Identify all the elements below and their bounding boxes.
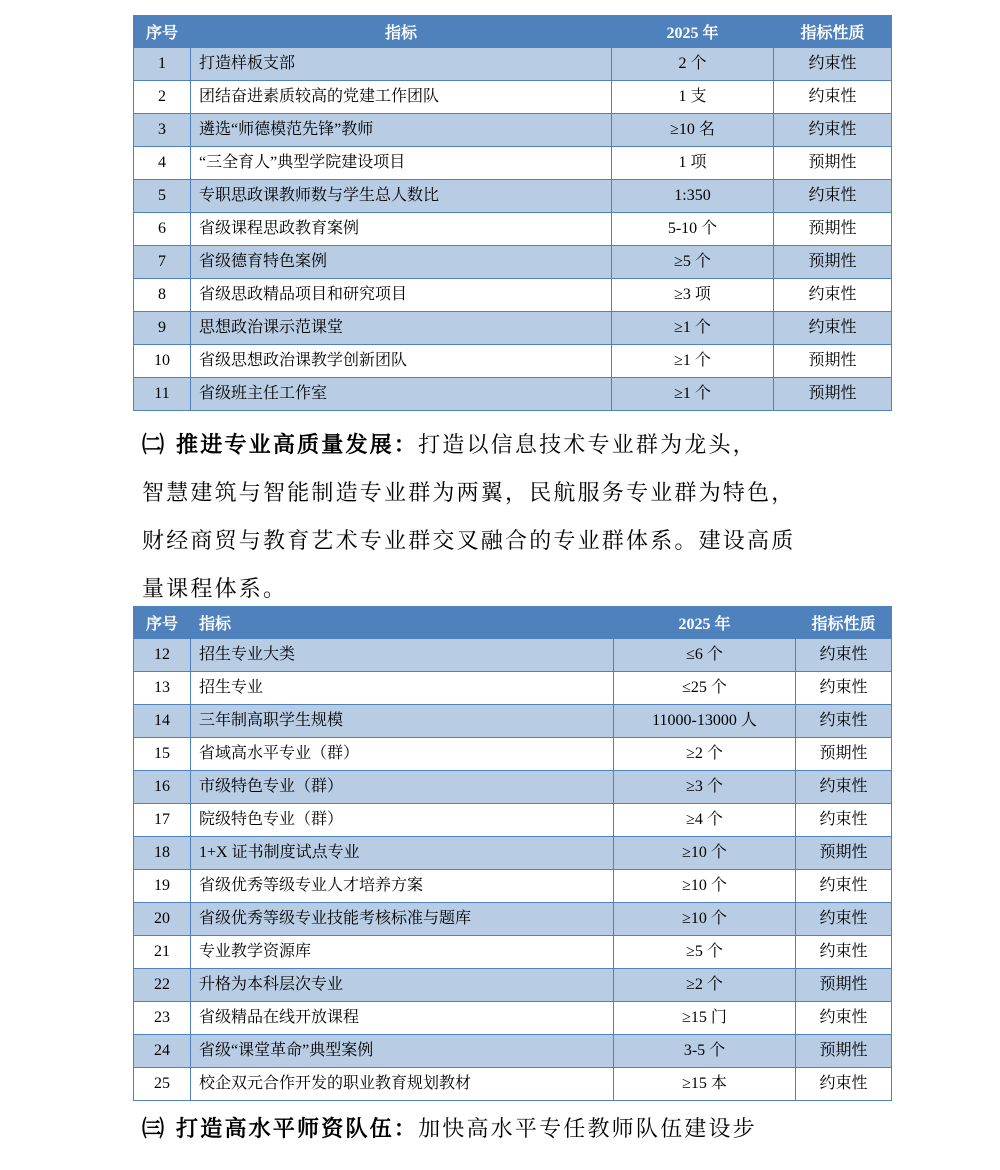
cell-indicator: 省级优秀等级专业技能考核标准与题库 xyxy=(191,903,614,936)
cell-serial: 24 xyxy=(134,1035,191,1068)
cell-nature: 约束性 xyxy=(796,705,892,738)
cell-year: ≥2 个 xyxy=(614,969,796,1002)
header-nature: 指标性质 xyxy=(774,16,892,48)
cell-serial: 18 xyxy=(134,837,191,870)
cell-year: ≥3 个 xyxy=(614,771,796,804)
cell-nature: 约束性 xyxy=(796,1002,892,1035)
cell-year: ≥10 名 xyxy=(612,114,774,147)
indicator-table-2 xyxy=(133,606,892,1101)
cell-year: ≤6 个 xyxy=(614,639,796,672)
table-row xyxy=(134,48,892,81)
table-row xyxy=(134,1035,892,1068)
table-row xyxy=(134,180,892,213)
section-2-line-4: 量课程体系。 xyxy=(142,577,288,602)
section-2-heading: ㈡ 推进专业高质量发展： xyxy=(142,433,419,458)
cell-serial: 6 xyxy=(134,213,191,246)
table-row xyxy=(134,837,892,870)
table-row xyxy=(134,870,892,903)
cell-indicator: 省级德育特色案例 xyxy=(191,246,612,279)
cell-indicator: 省级思想政治课教学创新团队 xyxy=(191,345,612,378)
cell-nature: 预期性 xyxy=(796,837,892,870)
table-row xyxy=(134,738,892,771)
table-row xyxy=(134,279,892,312)
cell-nature: 约束性 xyxy=(774,279,892,312)
cell-indicator: 思想政治课示范课堂 xyxy=(191,312,612,345)
header-serial: 序号 xyxy=(134,607,191,639)
section-2-line-3: 财经商贸与教育艺术专业群交叉融合的专业群体系。建设高质 xyxy=(142,529,796,554)
cell-serial: 17 xyxy=(134,804,191,837)
table-row xyxy=(134,804,892,837)
section-2-line-2: 智慧建筑与智能制造专业群为两翼，民航服务专业群为特色， xyxy=(142,481,796,506)
cell-year: 3-5 个 xyxy=(614,1035,796,1068)
cell-serial: 7 xyxy=(134,246,191,279)
header-serial: 序号 xyxy=(134,16,191,48)
cell-serial: 1 xyxy=(134,48,191,81)
cell-indicator: 省级课程思政教育案例 xyxy=(191,213,612,246)
cell-year: ≥4 个 xyxy=(614,804,796,837)
cell-serial: 16 xyxy=(134,771,191,804)
cell-year: ≥2 个 xyxy=(614,738,796,771)
table-row xyxy=(134,312,892,345)
cell-nature: 约束性 xyxy=(774,312,892,345)
table-row xyxy=(134,969,892,1002)
cell-serial: 22 xyxy=(134,969,191,1002)
cell-indicator: 省级思政精品项目和研究项目 xyxy=(191,279,612,312)
cell-indicator: 专业教学资源库 xyxy=(191,936,614,969)
cell-serial: 19 xyxy=(134,870,191,903)
cell-year: 1:350 xyxy=(612,180,774,213)
cell-nature: 约束性 xyxy=(796,903,892,936)
cell-serial: 23 xyxy=(134,1002,191,1035)
cell-serial: 8 xyxy=(134,279,191,312)
cell-nature: 预期性 xyxy=(774,378,892,411)
table-row xyxy=(134,81,892,114)
cell-nature: 约束性 xyxy=(796,639,892,672)
cell-indicator: 院级特色专业（群） xyxy=(191,804,614,837)
cell-nature: 约束性 xyxy=(774,180,892,213)
cell-nature: 预期性 xyxy=(774,345,892,378)
cell-indicator: 省级班主任工作室 xyxy=(191,378,612,411)
table-row xyxy=(134,378,892,411)
cell-serial: 12 xyxy=(134,639,191,672)
cell-year: ≥1 个 xyxy=(612,345,774,378)
cell-serial: 2 xyxy=(134,81,191,114)
table-row xyxy=(134,114,892,147)
table-row xyxy=(134,1068,892,1101)
indicator-table-1 xyxy=(133,15,892,411)
section-3-line-1: ㈢ 打造高水平师资队伍：加快高水平专任教师队伍建设步 xyxy=(142,1117,757,1142)
cell-serial: 20 xyxy=(134,903,191,936)
cell-nature: 约束性 xyxy=(796,771,892,804)
cell-serial: 11 xyxy=(134,378,191,411)
cell-indicator: 遴选“师德模范先锋”教师 xyxy=(191,114,612,147)
cell-year: ≤25 个 xyxy=(614,672,796,705)
cell-year: 2 个 xyxy=(612,48,774,81)
cell-indicator: 1+X 证书制度试点专业 xyxy=(191,837,614,870)
table-row xyxy=(134,771,892,804)
cell-year: ≥15 门 xyxy=(614,1002,796,1035)
header-nature: 指标性质 xyxy=(796,607,892,639)
section-3-heading: ㈢ 打造高水平师资队伍： xyxy=(142,1117,419,1142)
header-indicator: 指标 xyxy=(191,16,612,48)
cell-nature: 约束性 xyxy=(774,81,892,114)
cell-nature: 约束性 xyxy=(796,672,892,705)
cell-indicator: 团结奋进素质较高的党建工作团队 xyxy=(191,81,612,114)
cell-indicator: 省级“课堂革命”典型案例 xyxy=(191,1035,614,1068)
table-row xyxy=(134,246,892,279)
table-header-row xyxy=(134,16,892,48)
cell-indicator: 专职思政课教师数与学生总人数比 xyxy=(191,180,612,213)
cell-year: ≥3 项 xyxy=(612,279,774,312)
cell-serial: 10 xyxy=(134,345,191,378)
cell-year: ≥15 本 xyxy=(614,1068,796,1101)
cell-nature: 预期性 xyxy=(774,147,892,180)
table-header-row xyxy=(134,607,892,639)
section-2-paragraph xyxy=(142,422,894,614)
cell-serial: 9 xyxy=(134,312,191,345)
cell-serial: 5 xyxy=(134,180,191,213)
cell-indicator: 校企双元合作开发的职业教育规划教材 xyxy=(191,1068,614,1101)
section-2-line-1: ㈡ 推进专业高质量发展：打造以信息技术专业群为龙头， xyxy=(142,433,757,458)
cell-indicator: 省域高水平专业（群） xyxy=(191,738,614,771)
cell-year: ≥1 个 xyxy=(612,312,774,345)
cell-year: ≥10 个 xyxy=(614,903,796,936)
table-row xyxy=(134,672,892,705)
cell-nature: 约束性 xyxy=(796,1068,892,1101)
cell-serial: 4 xyxy=(134,147,191,180)
cell-year: 1 项 xyxy=(612,147,774,180)
cell-nature: 预期性 xyxy=(796,738,892,771)
cell-indicator: 市级特色专业（群） xyxy=(191,771,614,804)
cell-serial: 13 xyxy=(134,672,191,705)
cell-year: ≥5 个 xyxy=(614,936,796,969)
table-row xyxy=(134,213,892,246)
cell-year: ≥1 个 xyxy=(612,378,774,411)
cell-indicator: 省级优秀等级专业人才培养方案 xyxy=(191,870,614,903)
table-row xyxy=(134,705,892,738)
cell-nature: 预期性 xyxy=(774,213,892,246)
table-row xyxy=(134,1002,892,1035)
cell-nature: 约束性 xyxy=(796,804,892,837)
table-row xyxy=(134,345,892,378)
header-year: 2025 年 xyxy=(612,16,774,48)
cell-year: 11000-13000 人 xyxy=(614,705,796,738)
cell-nature: 约束性 xyxy=(774,48,892,81)
cell-indicator: 招生专业大类 xyxy=(191,639,614,672)
cell-serial: 15 xyxy=(134,738,191,771)
header-year: 2025 年 xyxy=(614,607,796,639)
cell-indicator: 三年制高职学生规模 xyxy=(191,705,614,738)
cell-nature: 约束性 xyxy=(796,870,892,903)
cell-nature: 预期性 xyxy=(796,1035,892,1068)
table-row xyxy=(134,147,892,180)
cell-nature: 约束性 xyxy=(774,114,892,147)
cell-serial: 25 xyxy=(134,1068,191,1101)
table-row xyxy=(134,936,892,969)
cell-nature: 预期性 xyxy=(774,246,892,279)
cell-serial: 21 xyxy=(134,936,191,969)
cell-indicator: 招生专业 xyxy=(191,672,614,705)
cell-serial: 14 xyxy=(134,705,191,738)
cell-year: ≥10 个 xyxy=(614,837,796,870)
cell-indicator: 省级精品在线开放课程 xyxy=(191,1002,614,1035)
cell-indicator: 升格为本科层次专业 xyxy=(191,969,614,1002)
header-indicator: 指标 xyxy=(191,607,614,639)
cell-indicator: “三全育人”典型学院建设项目 xyxy=(191,147,612,180)
cell-year: 5-10 个 xyxy=(612,213,774,246)
cell-nature: 约束性 xyxy=(796,936,892,969)
cell-nature: 预期性 xyxy=(796,969,892,1002)
table-row xyxy=(134,903,892,936)
cell-serial: 3 xyxy=(134,114,191,147)
cell-indicator: 打造样板支部 xyxy=(191,48,612,81)
cell-year: 1 支 xyxy=(612,81,774,114)
section-3-paragraph xyxy=(142,1106,894,1154)
cell-year: ≥5 个 xyxy=(612,246,774,279)
cell-year: ≥10 个 xyxy=(614,870,796,903)
table-row xyxy=(134,639,892,672)
